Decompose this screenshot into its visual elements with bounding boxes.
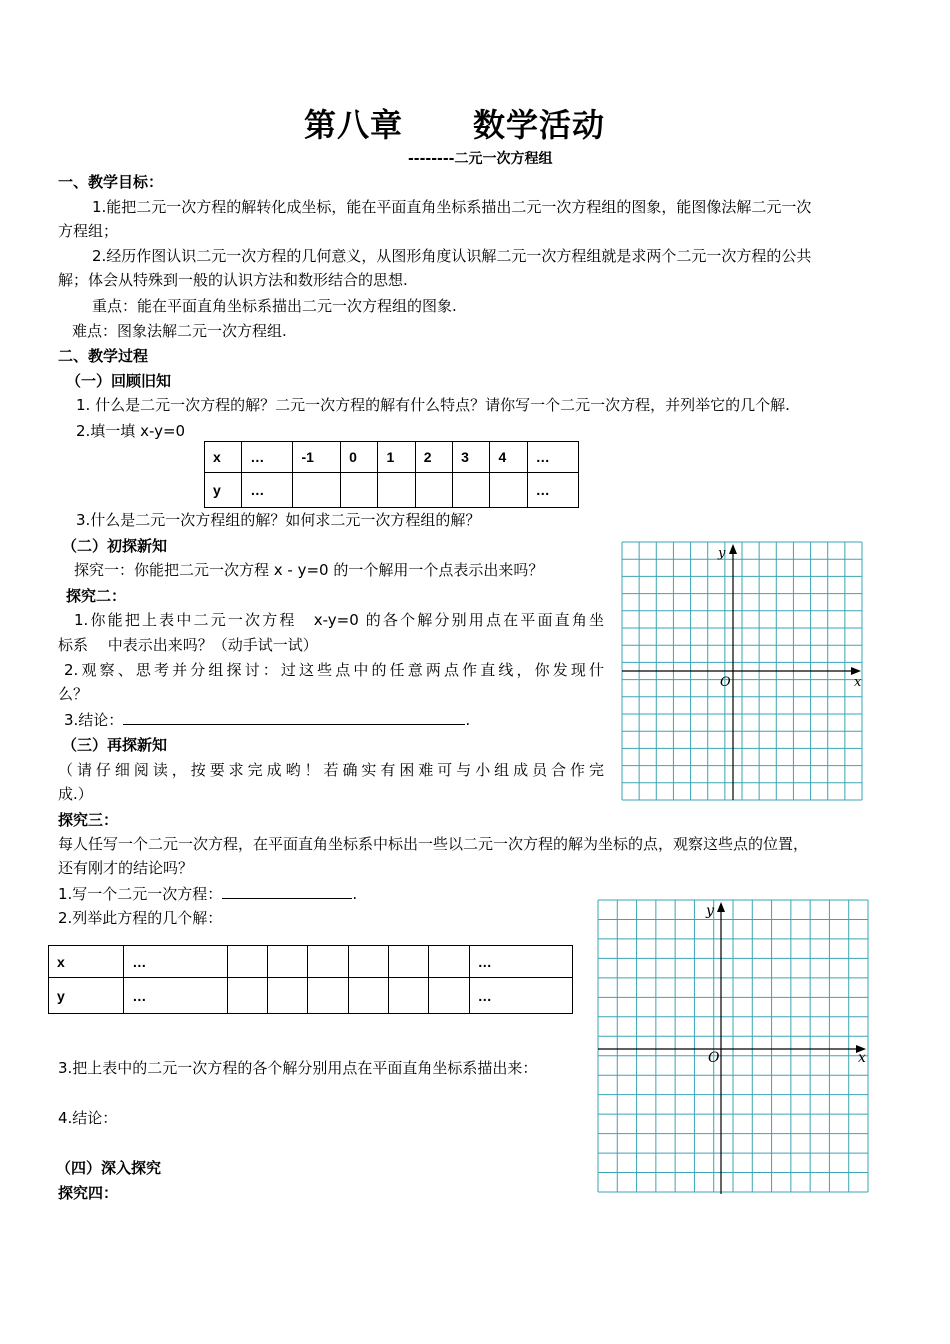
review-q2: 2.填一填 x-y=0 xyxy=(76,422,186,440)
part3-heading: （三）再探新知 xyxy=(62,736,168,754)
table-cell: … xyxy=(124,946,227,978)
coordinate-grid-1[interactable] xyxy=(618,540,868,802)
table-cell: … xyxy=(527,473,578,508)
table-cell: … xyxy=(469,978,572,1014)
subtitle: --------二元一次方程组 xyxy=(408,151,553,167)
table-cell[interactable] xyxy=(308,978,348,1014)
review-q3: 3.什么是二元一次方程组的解？如何求二元一次方程组的解？ xyxy=(76,511,481,529)
grid-lines xyxy=(598,900,868,1192)
table-cell[interactable] xyxy=(415,473,452,508)
explore2-item1-line1: 1.你能把上表中二元一次方程 x-y=0 的各个解分别用点在平面直角坐 xyxy=(74,611,604,629)
section1-heading: 一、教学目标： xyxy=(58,173,164,191)
goal1-line1: 1.能把二元一次方程的解转化成坐标，能在平面直角坐标系描出二元一次方程组的图象，能图像法解二元一次 xyxy=(92,198,812,216)
explore2-item2-line1: 2.观察、思考并分组探讨：过这些点中的任意两点作直线，你发现什 xyxy=(64,661,604,679)
part2-heading: （二）初探新知 xyxy=(62,537,168,555)
goal2-line1: 2.经历作图认识二元一次方程的几何意义，从图形角度认识解二元一次方程组就是求两个二元一次方程的公共 xyxy=(92,247,812,265)
explore3-step1 xyxy=(58,884,357,904)
conclusion-blank[interactable] xyxy=(123,710,465,725)
section2-heading: 二、教学过程 xyxy=(58,347,149,365)
table-cell[interactable] xyxy=(453,473,490,508)
x-axis-arrow-icon xyxy=(851,667,861,675)
table-cell[interactable] xyxy=(293,473,341,508)
table-row xyxy=(49,978,573,1014)
explore2-heading: 探究二： xyxy=(66,587,127,605)
table-cell: … xyxy=(242,442,293,473)
table-cell[interactable] xyxy=(341,473,378,508)
part3-note-line1: （请仔细阅读，按要求完成哟！若确实有困难可与小组成员合作完 xyxy=(58,761,604,779)
title-chapter: 第八章 xyxy=(304,106,404,144)
table-cell: … xyxy=(527,442,578,473)
part3-note-line2: 成.） xyxy=(58,785,93,803)
table-cell[interactable] xyxy=(378,473,415,508)
table-cell[interactable] xyxy=(389,946,429,978)
explore4-heading: 探究四： xyxy=(58,1184,119,1202)
x-axis-label: x xyxy=(858,1050,866,1066)
table-cell[interactable] xyxy=(308,946,348,978)
y-axis-label: y xyxy=(706,903,714,919)
table-cell: y xyxy=(205,473,242,508)
explore3-step3: 3.把上表中的二元一次方程的各个解分别用点在平面直角坐标系描出来： xyxy=(58,1059,538,1077)
origin-label: O xyxy=(708,1050,720,1066)
y-axis-arrow-icon xyxy=(717,902,725,912)
table-cell[interactable] xyxy=(227,946,267,978)
explore3-heading: 探究三： xyxy=(58,811,119,829)
explore3-desc-line1: 每人任写一个二元一次方程，在平面直角坐标系中标出一些以二元一次方程的解为坐标的点，观察这些点的位置， xyxy=(58,835,809,853)
conclusion-label: 3.结论： xyxy=(64,711,124,729)
x-axis-label: x xyxy=(854,675,862,690)
step1-label: 1.写一个二元一次方程： xyxy=(58,885,223,903)
table-cell: … xyxy=(469,946,572,978)
table-cell: -1 xyxy=(293,442,341,473)
table-cell[interactable] xyxy=(490,473,527,508)
explore3-step2: 2.列举此方程的几个解： xyxy=(58,909,223,927)
y-axis-arrow-icon xyxy=(729,544,737,554)
y-axis-label: y xyxy=(718,546,726,561)
table-cell[interactable] xyxy=(348,946,388,978)
table-row xyxy=(205,473,579,508)
table-cell[interactable] xyxy=(429,946,469,978)
explore1: 探究一：你能把二元一次方程 x - y=0 的一个解用一个点表示出来吗？ xyxy=(74,561,544,579)
table-cell: y xyxy=(49,978,124,1014)
goal2-line2: 解；体会从特殊到一般的认识方法和数形结合的思想. xyxy=(58,271,408,289)
table-cell[interactable] xyxy=(429,978,469,1014)
table-cell: x xyxy=(205,442,242,473)
table-cell[interactable] xyxy=(389,978,429,1014)
goal1-line2: 方程组； xyxy=(58,222,119,240)
table-row xyxy=(205,442,579,473)
conclusion-period: . xyxy=(465,711,471,729)
table-row xyxy=(49,946,573,978)
table-cell[interactable] xyxy=(348,978,388,1014)
table-cell[interactable] xyxy=(227,978,267,1014)
difficult-point: 难点：图象法解二元一次方程组. xyxy=(72,322,287,340)
fill-table-2 xyxy=(48,945,573,1014)
title-name: 数学活动 xyxy=(473,106,606,144)
explore2-item1-line2: 标系 中表示出来吗？（动手试一试） xyxy=(58,636,318,654)
fill-table-1 xyxy=(204,441,579,508)
table-cell[interactable] xyxy=(267,978,307,1014)
key-point: 重点：能在平面直角坐标系描出二元一次方程组的图象. xyxy=(92,297,457,315)
page-title xyxy=(304,100,605,146)
table-cell: 4 xyxy=(490,442,527,473)
coordinate-grid-2[interactable] xyxy=(594,898,874,1196)
equation-blank[interactable] xyxy=(222,884,352,899)
part1-heading: （一）回顾旧知 xyxy=(66,372,172,390)
table-cell: x xyxy=(49,946,124,978)
table-cell: … xyxy=(242,473,293,508)
explore2-conclusion xyxy=(64,710,470,730)
review-q1: 1. 什么是二元一次方程的解？二元一次方程的解有什么特点？请你写一个二元一次方程，并列举它的几个解. xyxy=(76,396,790,414)
table-cell: 1 xyxy=(378,442,415,473)
table-cell: 2 xyxy=(415,442,452,473)
explore3-step4: 4.结论： xyxy=(58,1109,118,1127)
explore3-desc-line2: 还有刚才的结论吗？ xyxy=(58,859,194,877)
explore2-item2-line2: 么？ xyxy=(58,685,89,703)
table-cell: … xyxy=(124,978,227,1014)
step1-period: . xyxy=(352,885,358,903)
table-cell: 3 xyxy=(453,442,490,473)
table-cell[interactable] xyxy=(267,946,307,978)
table-cell: 0 xyxy=(341,442,378,473)
origin-label: O xyxy=(720,675,731,690)
part4-heading: （四）深入探究 xyxy=(56,1159,162,1177)
